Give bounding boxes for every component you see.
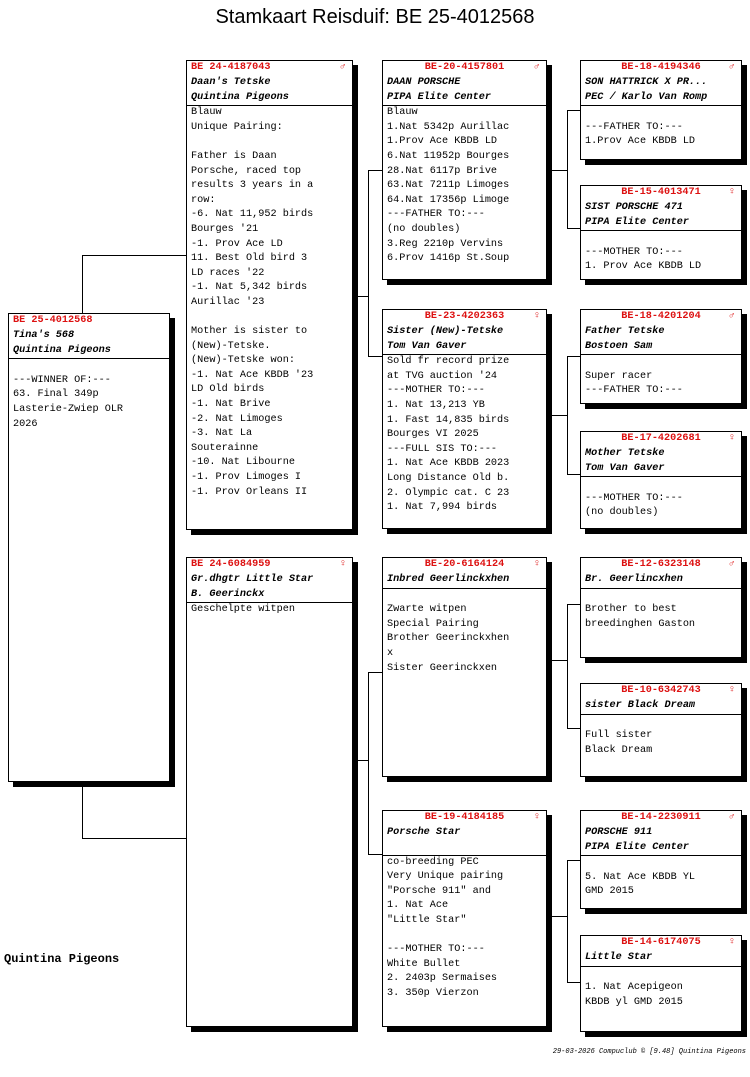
- sex-symbol: ♂: [728, 311, 735, 322]
- owner-name: PIPA Elite Center: [383, 91, 546, 107]
- pigeon-card-mother-mother[interactable]: [382, 810, 547, 1027]
- ring-number: BE 24-6084959: [191, 559, 271, 570]
- ring-number: BE-14-6174075: [621, 937, 701, 948]
- pigeon-card-mother-father[interactable]: [382, 557, 547, 777]
- sex-symbol: ♀: [339, 559, 346, 570]
- owner-name: Tom Van Gaver: [383, 340, 546, 356]
- pigeon-name: Porsche Star: [387, 827, 461, 838]
- sex-symbol: ♀: [533, 812, 540, 823]
- pigeon-name: Daan's Tetske: [191, 77, 271, 88]
- pigeon-card-father-father[interactable]: [382, 60, 547, 280]
- ring-number: BE-14-2230911: [621, 812, 701, 823]
- pigeon-card-subject[interactable]: [8, 313, 170, 782]
- sex-symbol: ♀: [728, 685, 735, 696]
- pigeon-name: SON HATTRICK X PR...: [585, 77, 708, 88]
- pigeon-details: Sold fr record prize at TVG auction '24 ---MOTHER TO:--- 1. Nat 13,213 YB 1. Fast 14,835 birds Bourges VI 2025 ---FULL SIS TO:--- 1. Nat Ace KBDB 2023 Long Distance Old b. 2. Olympic cat. C 23 1. Nat 7,994 birds: [387, 356, 510, 514]
- pigeon-details: ---FATHER TO:--- 1.Prov Ace KBDB LD: [585, 121, 696, 148]
- sex-symbol: ♂: [339, 62, 346, 73]
- pigeon-name: Tina's 568: [13, 330, 75, 341]
- owner-name: PEC / Karlo Van Romp: [581, 91, 741, 107]
- pigeon-card-ff-mother[interactable]: [580, 185, 742, 280]
- connector-line: [368, 356, 382, 357]
- pigeon-card-fm-father[interactable]: [580, 309, 742, 404]
- pigeon-name: Mother Tetske: [585, 448, 665, 459]
- sex-symbol: ♀: [728, 433, 735, 444]
- connector-line: [368, 170, 369, 356]
- pigeon-name: Inbred Geerlinckxhen: [383, 573, 546, 589]
- owner-name: Bostoen Sam: [581, 340, 741, 356]
- owner-name: PIPA Elite Center: [581, 841, 741, 857]
- connector-line: [567, 728, 580, 729]
- connector-line: [567, 356, 580, 357]
- pigeon-name: Br. Geerlincxhen: [581, 573, 741, 589]
- connector-line: [82, 255, 186, 256]
- connector-line: [567, 604, 568, 728]
- pigeon-card-fm-mother[interactable]: [580, 431, 742, 529]
- pigeon-details: 5. Nat Ace KBDB YL GMD 2015: [585, 871, 696, 898]
- connector-line: [547, 916, 567, 917]
- connector-line: [547, 415, 567, 416]
- owner-name: PIPA Elite Center: [581, 216, 741, 232]
- owner-name: B. Geerinckx: [187, 588, 352, 604]
- pigeon-card-mother[interactable]: [186, 557, 353, 1027]
- pigeon-name: Father Tetske: [585, 326, 665, 337]
- owner-name: [383, 841, 546, 856]
- pigeon-details: Geschelpte witpen: [191, 604, 295, 616]
- sex-symbol: ♂: [533, 62, 540, 73]
- pigeon-details: Super racer ---FATHER TO:---: [585, 370, 683, 397]
- pigeon-name: Little Star: [581, 951, 741, 967]
- ring-number: BE 24-4187043: [191, 62, 271, 73]
- pigeon-name: SIST PORSCHE 471: [585, 202, 683, 213]
- connector-line: [567, 860, 580, 861]
- connector-line: [368, 854, 382, 855]
- connector-line: [567, 474, 580, 475]
- connector-line: [567, 604, 580, 605]
- pigeon-name: Sister (New)-Tetske: [387, 326, 504, 337]
- pigeon-name: sister Black Dream: [581, 699, 741, 715]
- connector-line: [567, 860, 568, 982]
- pigeon-details: Full sister Black Dream: [585, 730, 653, 756]
- pigeon-card-mf-mother[interactable]: [580, 683, 742, 777]
- footer-text: 29-03-2026 Compuclub © [9.48] Quintina Pigeons: [552, 1048, 746, 1056]
- connector-line: [547, 660, 567, 661]
- pigeon-details: Brother to best breedinghen Gaston: [585, 604, 696, 630]
- ring-number: BE-23-4202363: [424, 311, 505, 322]
- connector-line: [547, 170, 567, 171]
- brand-name: Quintina Pigeons: [4, 952, 120, 966]
- sex-symbol: ♀: [728, 187, 735, 198]
- pigeon-card-mm-mother[interactable]: [580, 935, 742, 1032]
- connector-line: [353, 296, 368, 297]
- sex-symbol: ♀: [533, 311, 540, 322]
- connector-line: [567, 110, 568, 228]
- ring-number: BE-20-6164124: [424, 559, 505, 570]
- ring-number: BE-10-6342743: [621, 685, 701, 696]
- page-title: Stamkaart Reisduif: BE 25-4012568: [215, 6, 535, 28]
- sex-symbol: ♀: [533, 559, 540, 570]
- ring-number: BE-12-6323148: [621, 559, 701, 570]
- connector-line: [82, 255, 83, 313]
- pigeon-details: 1. Nat Acepigeon KBDB yl GMD 2015: [585, 982, 683, 1008]
- connector-line: [567, 228, 580, 229]
- connector-line: [82, 838, 186, 839]
- pigeon-details: ---WINNER OF:--- 63. Final 349p Lasterie-Zwiep OLR 2026: [13, 374, 124, 430]
- ring-number: BE-17-4202681: [621, 433, 701, 444]
- connector-line: [368, 672, 369, 854]
- pigeon-details: Blauw Unique Pairing: Father is Daan Porsche, raced top results 3 years in a row: -6. Nat 11,952 birds Bourges '21 -1. Prov Ace LD 11. Best Old bird 3 LD races '22 -1. Nat 5,342 birds Aurillac '23 Mother is sister to (New)-Tetske. (New)-Tetske won: -1. Nat Ace KBDB '23 LD Old birds -1. Nat Brive -2. Nat Limoges -3. Nat La Souterainne -10. Nat Libourne -1. Prov Limoges I -1. Prov Orleans II: [191, 107, 314, 498]
- connector-line: [567, 982, 580, 983]
- pigeon-details: co-breeding PEC Very Unique pairing "Porsche 911" and 1. Nat Ace "Little Star" ---MOTHER TO:--- White Bullet 2. 2403p Sermaises 3. 350p Vierzon: [387, 856, 504, 999]
- connector-line: [567, 356, 568, 474]
- ring-number: BE-18-4194346: [621, 62, 701, 73]
- sex-symbol: ♂: [728, 812, 735, 823]
- pigeon-name: PORSCHE 911: [585, 827, 653, 838]
- owner-name: Quintina Pigeons: [9, 344, 169, 360]
- pigeon-details-text: Zwarte witpen Special Pairing Brother Geerinckxhen x Sister Geerinckxen: [387, 604, 510, 674]
- connector-line: [368, 170, 382, 171]
- ring-number: BE-20-4157801: [424, 62, 505, 73]
- sex-symbol: ♂: [728, 62, 735, 73]
- pigeon-name: DAAN PORSCHE: [387, 77, 461, 88]
- pigeon-details: ---MOTHER TO:--- 1. Prov Ace KBDB LD: [585, 246, 702, 273]
- ring-number: BE-18-4201204: [621, 311, 701, 322]
- pigeon-card-ff-father[interactable]: [580, 60, 742, 160]
- ring-number: BE-15-4013471: [621, 187, 701, 198]
- connector-line: [368, 672, 382, 673]
- pigeon-details: [383, 589, 546, 677]
- owner-name: Tom Van Gaver: [581, 462, 741, 478]
- ring-number: BE-19-4184185: [424, 812, 505, 823]
- sex-symbol: ♀: [728, 937, 735, 948]
- pigeon-details: ---MOTHER TO:--- (no doubles): [585, 492, 683, 519]
- pigeon-card-mm-father[interactable]: [580, 810, 742, 909]
- pigeon-card-father[interactable]: [186, 60, 353, 530]
- pigeon-name: Gr.dhgtr Little Star: [191, 574, 314, 585]
- connector-line: [82, 782, 83, 838]
- pigeon-details: Blauw 1.Nat 5342p Aurillac 1.Prov Ace KBDB LD 6.Nat 11952p Bourges 28.Nat 6117p Brive 63.Nat 7211p Limoges 64.Nat 17356p Limoge ---FATHER TO:--- (no doubles) 3.Reg 2210p Vervins 6.Prov 1416p St.Soup: [387, 107, 510, 265]
- connector-line: [353, 760, 368, 761]
- ring-number: BE 25-4012568: [13, 315, 93, 326]
- owner-name: Quintina Pigeons: [187, 91, 352, 107]
- pigeon-card-father-mother[interactable]: [382, 309, 547, 529]
- sex-symbol: ♂: [728, 559, 735, 570]
- pigeon-card-mf-father[interactable]: [580, 557, 742, 658]
- connector-line: [567, 110, 580, 111]
